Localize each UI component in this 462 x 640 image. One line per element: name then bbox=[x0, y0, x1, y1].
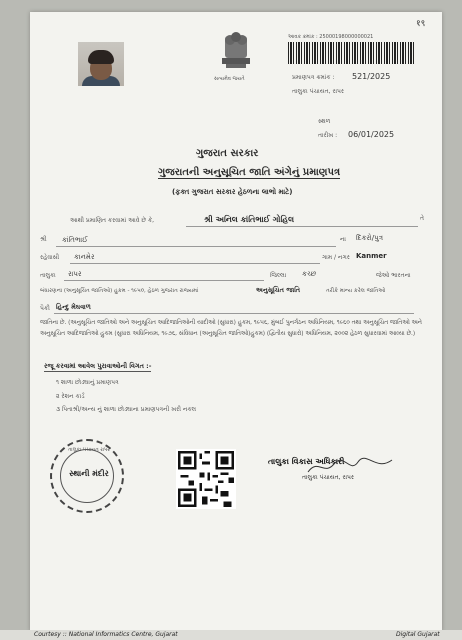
caste-category: અનુસૂચિત જાતિ bbox=[256, 286, 301, 294]
place-label: સ્થળ bbox=[318, 118, 331, 125]
qr-code bbox=[176, 449, 236, 509]
applicant-name: શ્રી અનિલ કાંતિભાઈ ગોહિલ bbox=[204, 215, 295, 224]
document-item-2: ૨ રેશન કાર્ડ bbox=[56, 393, 85, 400]
certificate-document bbox=[30, 12, 442, 632]
document-item-3: ૩ પિતાશ્રી/અન્ય નું શાળા છોડ્યાના પ્રમાણપત્રની ખરી નકલ bbox=[56, 406, 197, 413]
label-village: ગામ / નગર bbox=[322, 254, 350, 261]
official-seal bbox=[50, 439, 124, 513]
footer-right: Digital Gujarat bbox=[396, 631, 440, 638]
label-son: ના bbox=[340, 236, 346, 243]
line1-prefix: આથી પ્રમાણિત કરવામાં આવે છે કે, bbox=[70, 217, 155, 224]
line6-prefix: પૈકી bbox=[40, 305, 50, 312]
relation: દિકરો/પુત્ર bbox=[356, 234, 384, 242]
page-number: १९ bbox=[416, 19, 426, 29]
issuing-office: તાલુકા પંચાયત, રાપર bbox=[292, 88, 345, 95]
emblem-motto: સત્યમેવ જયતે bbox=[214, 76, 245, 82]
certificate-title: ગુજરાતની અનુસૂચિત જાતિ અંગેનું પ્રમાણપત્ર bbox=[158, 167, 341, 178]
district: કચ્છ bbox=[302, 270, 317, 278]
footer-left: Courtesy :: National Informatics Centre, Gujarat bbox=[34, 631, 178, 638]
footer bbox=[0, 630, 462, 640]
issue-date: 06/01/2025 bbox=[348, 130, 395, 139]
seal-text: તાલુકા પંચાયત રાપર bbox=[68, 447, 110, 453]
legal-text: જાતિના છે. (અનુસૂચિત જાતિઓ અને અનુસૂચિત આદિજાતિઓની યાદીઓ (સુધારા) હુકમ, ૧૯૫૬, મુંબઈ પુનર્ગઠન અધિનિયમ, ૧૯૬૦ તથા અનુસૂચિત જાતિઓ અને અનુસૂચિત આદિજાતિઓ હુકમ (સુધારા અધિનિયમ, ૧૯૭૬, સંવિધાન (અનુસૂચિત જાતિઓ)હુકમ) (દ્વિતીય સુધારો) અધિનિયમ, ૨૦૦૨ હેઠળ સુધારવામાં આવ્યા છે.) bbox=[40, 320, 422, 337]
document-item-1: ૧ શાળા છોડ્યાનું પ્રમાણપત્ર bbox=[56, 379, 119, 386]
address: કાનમેર bbox=[74, 253, 95, 261]
seal-handwritten: સ્થાની મંદીર bbox=[69, 469, 109, 478]
label-sri: શ્રી bbox=[40, 236, 47, 243]
national-emblem-icon bbox=[216, 28, 256, 80]
barcode bbox=[288, 42, 414, 64]
applicant-photo bbox=[78, 42, 124, 86]
signatory-title: તાલુકા વિકાસ અધિકારી bbox=[268, 457, 345, 466]
heading: ગુજરાત સરકાર bbox=[196, 148, 259, 159]
line5-suffix: તરીકે માન્ય કરેલ જાતિઓ bbox=[326, 288, 386, 294]
documents-heading: રજૂ કરવામાં આવેલ પુરાવાઓની વિગત :- bbox=[44, 362, 152, 370]
taluka: રાપર bbox=[68, 270, 82, 278]
barcode-label: આવક ક્રમાંક : 25000198000000021 bbox=[288, 34, 374, 40]
line1-suffix: તે bbox=[420, 215, 424, 222]
label-taluka: તાલુકા bbox=[40, 272, 56, 279]
certificate-number: 521/2025 bbox=[352, 72, 391, 81]
caste-name: હિન્દુ મેઘવાળ bbox=[56, 303, 91, 311]
line5-prefix: બંધારણના (અનુસૂચિત જાતિઓ) હુકમ - ૧૯૫૦, હેઠળ ગુજરાત રાજ્યમાં bbox=[40, 288, 199, 294]
father-name: કાંતિભાઈ bbox=[62, 236, 88, 244]
date-label: તારીખ : bbox=[318, 132, 338, 139]
label-district: જિલ્લા bbox=[270, 272, 287, 279]
label-address: રહેવાસી bbox=[40, 254, 60, 261]
certificate-subtitle: (ફક્ત ગુજરાત સરકાર હેઠળના લાભો માટે) bbox=[172, 188, 293, 196]
signatory-office: તાલુકા પંચાયત, રાપર bbox=[302, 474, 355, 481]
village: Kanmer bbox=[356, 252, 387, 260]
certificate-number-label: પ્રમાણપત્ર ક્રમાંક : bbox=[292, 74, 335, 81]
line4-suffix: જેઓ ભારતના bbox=[376, 272, 411, 279]
